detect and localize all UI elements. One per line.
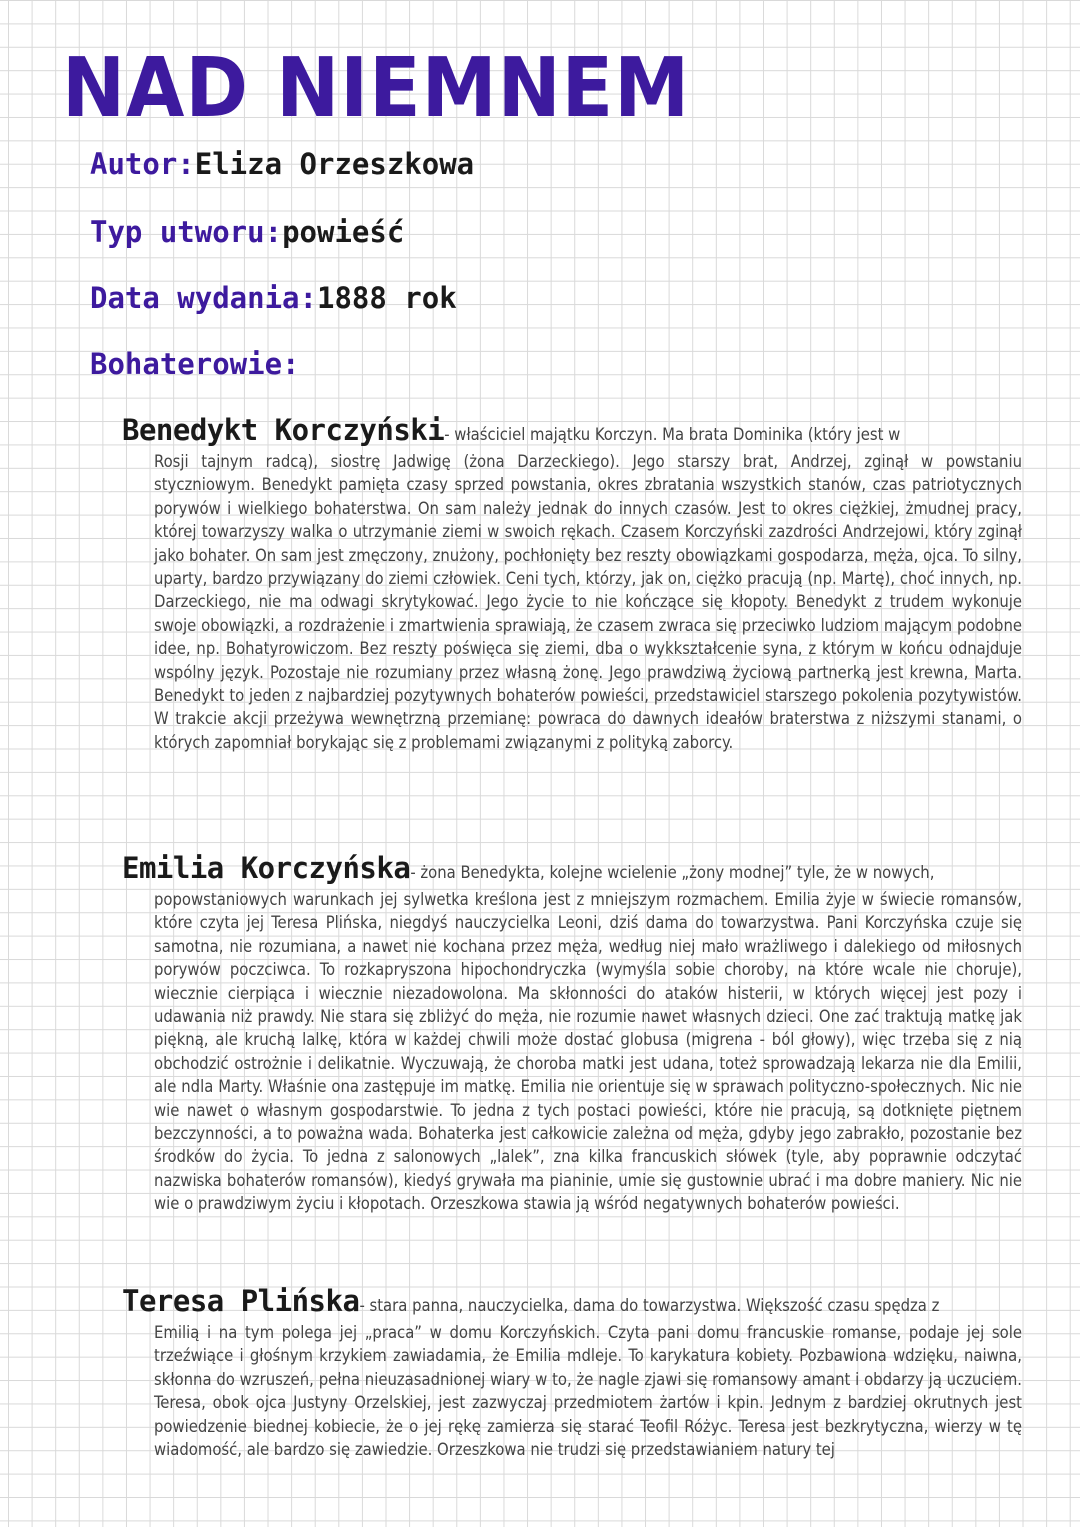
type-line [90,215,405,249]
character-lead: - żona Benedykta, kolejne wcielenie „żony modnej” tyle, że w nowych, [410,863,935,882]
character-lead: - stara panna, nauczycielka, dama do towarzystwa. Większość czasu spędza z [359,1296,940,1315]
date-value: 1888 rok [316,281,457,315]
date-line [90,281,457,315]
character-section-teresa [122,1286,1022,1461]
author-label: Autor: [90,147,195,181]
heroes-label: Bohaterowie: [90,347,300,381]
character-section-emilia [122,853,1022,1216]
character-lead: - właściciel majątku Korczyn. Ma brata Dominika (który jest w [444,425,901,444]
character-section-benedykt [122,415,1022,754]
character-header [122,1286,1022,1321]
character-header [122,415,1022,450]
author-line [90,147,475,181]
author-value: Eliza Orzeszkowa [194,147,475,181]
date-label: Data wydania: [90,281,317,315]
character-description: popowstaniowych warunkach jej sylwetka kreślona jest z mniejszym rozmachem. Emilia żyje w świecie romansów, które czyta jej Teresa Plińska, niegdyś nauczycielka Leoni, dziś dama do towarzystwa. Pani Korczyńska czuje się samotna, nie rozumiana, a nawet nie kochana przez męża, według niej mało wrażliwego i dalekiego od miłosnych porywów poczciwca. To rozkapryszona hipochondryczka (wymyśla sobie choroby, na które wcale nie choruje), wiecznie cierpiąca i wiecznie niezadowolona. Ma skłonności do ataków histerii, w których więcej jest pozy i udawania niż prawdy. Nie stara się zbliżyć do męża, nie rozumie nawet własnych dzieci. One zać traktują matkę jak piękną, ale kruchą lalkę, która w każdej chwili może dostać globusa (migrena - ból głowy), więc trzeba się z nią obchodzić ostrożnie i delikatnie. Wyczuwają, że choroba matki jest udana, toteż sprowadzają lekarza nie dla Emilii, ale ndla Marty. Właśnie ona zastępuje im matkę. Emilia nie orientuje się w sprawach polityczno-społecznych. Nic nie wie nawet o własnym gospodarstwie. To jedna z tych postaci powieści, które nie pracują, są dotknięte piętnem bezczynności, a to poważna wada. Bohaterka jest całkowicie zależna od męża, gdyby jego zabrakło, pozostanie bez środków do życia. To jedna z salonowych „lalek”, zna kilka francuskich słówek (tyle, aby poprawnie odczytać nazwiska bohaterów romansów), kiedyś grywała ma pianinie, umie się gustownie ubrać i ma dobre maniery. Nic nie wie o prawdziwym życiu i kłopotach. Orzeszkowa stawia ją wśród negatywnych bohaterów powieści. [154,890,1022,1214]
character-description: Rosji tajnym radcą), siostrę Jadwigę (żona Darzeckiego). Jego starszy brat, Andrzej, zginął w powstaniu styczniowym. Benedykt pamięta czasy sprzed powstania, okres zbratania wszystkich stanów, czas patriotycznych porywów i wielkiego bohaterstwa. On sam należy jednak do innych czasów. Jest to okres ciężkiej, żmudnej pracy, której towarzyszy walka o utrzymanie ziemi w swoich rękach. Czasem Korczyński zazdrości Andrzejowi, który zginął jako bohater. On sam jest zmęczony, znużony, pochłonięty bez reszty obowiązkami gospodarza, męża, ojca. To silny, uparty, bardzo przywiązany do ziemi człowiek. Ceni tych, którzy, jak on, ciężko pracują (np. Martę), choć innych, np. Darzeckiego, nie ma odwagi skrytykować. Jego życie to nie kończące się kłopoty. Benedykt z trudem wykonuje swoje obowiązki, a rozdrażenie i zmartwienia sprawiają, że czasem zwraca się przeciwko ludziom mającym podobne idee, np. Bohatyrowiczom. Bez reszty poświęca się ziemi, dba o wykkształcenie syna, z którym w końcu odnajduje wspólny język. Pozostaje nie rozumiany przez własną żonę. Jego prawdziwą życiową partnerką jest krewna, Marta. Benedykt to jeden z najbardziej pozytywnych bohaterów powieści, przedstawiciel starszego pokolenia pozytywistów. W trakcie akcji przeżywa wewnętrzną przemianę: powraca do dawnych ideałów braterstwa z niższymi stanami, o których zapomniał borykając się z problemami związanymi z polityką zaborcy. [154,452,1022,752]
character-name: Emilia Korczyńska [122,851,411,885]
heroes-line [90,347,300,381]
character-header [122,853,1022,888]
type-value: powieść [282,215,405,249]
character-description: Emilią i na tym polega jej „praca” w domu Korczyńskich. Czyta pani domu francuskie romanse, podaje jej sole trzeźwiące i głośnym krzykiem zawiadamia, że Emilia mdleje. To karykatura kobiety. Pozbawiona wdzięku, naiwna, skłonna do wzruszeń, pełna nieuzasadnionej wiary w to, że nagle zjawi się romansowy amant i obdarzy ją uczuciem. Teresa, obok ojca Justyny Orzelskiej, jest zazwyczaj przedmiotem żartów i kpin. Jednym z bardziej okrutnych jest powiedzenie biednej kobiecie, że o jej rękę zamierza się starać Teofil Różyc. Teresa jest bezkrytyczna, wierzy w tę wiadomość, ale bardzo się zawiedzie. Orzeszkowa nie trudzi się przedstawianiem natury tej [154,1323,1022,1460]
character-name: Benedykt Korczyński [122,413,445,447]
page-title: NAD NIEMNEM [62,41,691,136]
type-label: Typ utworu: [90,215,283,249]
character-name: Teresa Plińska [122,1284,360,1318]
